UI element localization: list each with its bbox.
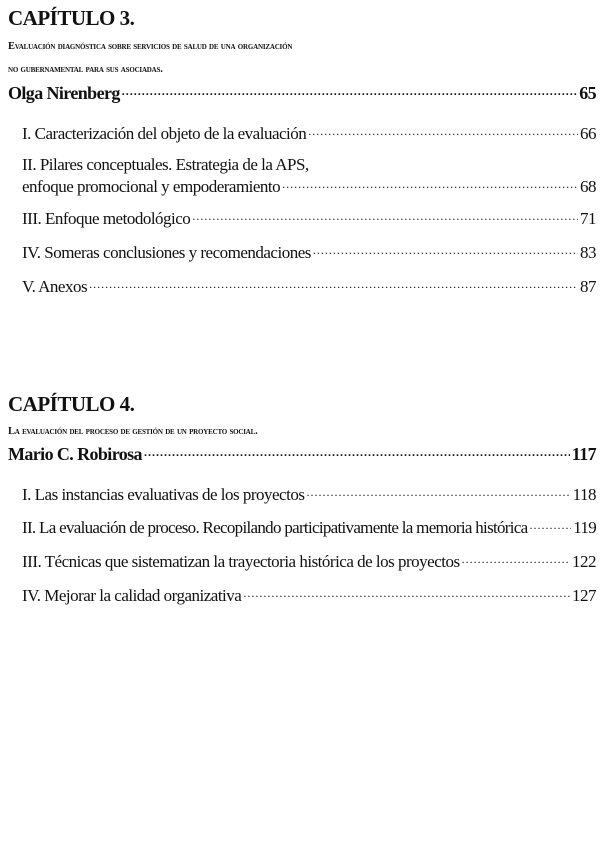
dot-leader [530, 516, 572, 533]
page-number: 71 [580, 209, 596, 228]
dot-leader [462, 550, 570, 567]
author-name: Mario C. Robirosa [8, 444, 142, 464]
author-row[interactable] [8, 442, 596, 469]
entry-title: II. La evaluación de proceso. Recopilando participativamente la memoria histórica [22, 518, 528, 537]
page-number: 87 [580, 277, 596, 296]
entry-title: III. Técnicas que sistematizan la trayectoria histórica de los proyectos [22, 552, 460, 571]
dot-leader [243, 584, 570, 601]
chapter-subtitle-line: no gubernamental para sus asociadas. [8, 64, 163, 75]
page-number: 127 [572, 586, 596, 605]
dot-leader [313, 241, 578, 258]
entry-title: enfoque promocional y empoderamiento [22, 177, 281, 196]
entry-title: IV. Mejorar la calidad organizativa [22, 586, 242, 605]
toc-entry[interactable] [8, 207, 596, 241]
entry-title: V. Anexos [22, 277, 88, 296]
toc-entry[interactable] [8, 241, 596, 275]
chapter-3 [8, 6, 596, 302]
toc-entry[interactable] [8, 483, 596, 516]
dot-leader [89, 275, 578, 292]
page-number: 83 [580, 243, 596, 262]
page-number: 118 [572, 485, 596, 504]
toc-entry[interactable] [8, 550, 596, 584]
dot-leader [306, 483, 570, 500]
author-name: Olga Nirenberg [8, 83, 120, 103]
entry-title: III. Enfoque metodológico [22, 209, 191, 228]
chapter-4 [8, 392, 596, 611]
dot-leader [192, 207, 578, 224]
entry-title: I. Caracterización del objeto de la evaluación [22, 124, 307, 143]
page-number: 66 [580, 124, 596, 143]
chapter-subtitle-line: Evaluación diagnóstica sobre servicios de salud de una organización [8, 41, 293, 52]
chapter-title: CAPÍTULO 3. [8, 6, 135, 30]
chapter-title: CAPÍTULO 4. [8, 392, 135, 416]
page-number: 119 [573, 518, 596, 537]
toc-entry[interactable] [8, 175, 596, 207]
toc-entry[interactable] [8, 584, 596, 611]
page-number: 122 [572, 552, 596, 571]
dot-leader [308, 122, 578, 139]
entry-title: IV. Someras conclusiones y recomendaciones [22, 243, 311, 262]
entry-title: I. Las instancias evaluativas de los proyectos [22, 485, 305, 504]
author-row[interactable] [8, 81, 596, 108]
page-number: 65 [579, 83, 596, 103]
toc-entry[interactable] [8, 275, 596, 302]
page-number: 68 [580, 177, 596, 196]
toc-entry[interactable] [8, 516, 596, 550]
dot-leader [144, 442, 570, 460]
chapter-subtitle-line: La evaluación del proceso de gestión de un proyecto social. [8, 426, 258, 437]
dot-leader [122, 81, 577, 99]
toc-entry-line[interactable] [8, 155, 596, 175]
entry-title: II. Pilares conceptuales. Estrategia de la APS, [22, 155, 309, 174]
page-number: 117 [571, 444, 596, 464]
toc-entry[interactable] [8, 122, 596, 145]
dot-leader [282, 175, 578, 192]
